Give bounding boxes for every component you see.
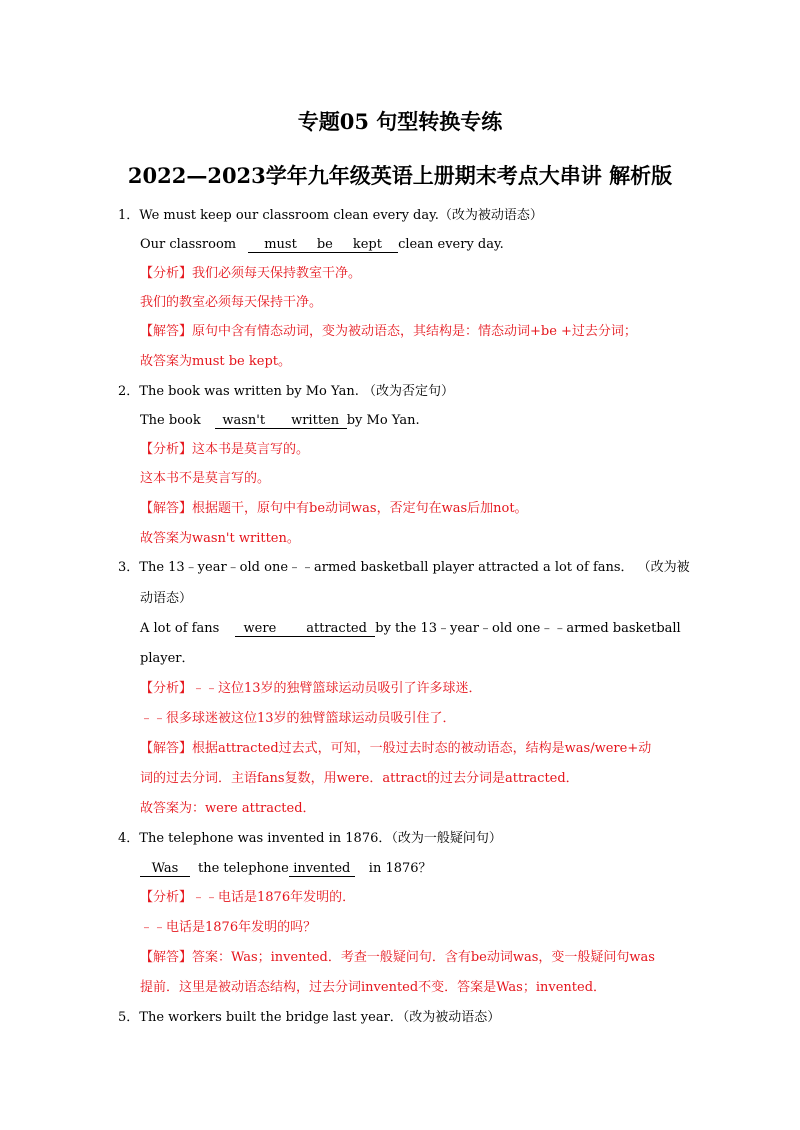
q2-answer: 故答案为wasn't written。 — [140, 531, 300, 546]
q1-answer: 故答案为must be kept。 — [140, 354, 291, 369]
q4-fill-post: in 1876？ — [368, 861, 432, 876]
q1-blank-3: kept — [352, 237, 382, 252]
q3-fill-pre: A lot of fans — [140, 621, 220, 636]
q2-answer-blank — [215, 413, 347, 429]
q3-explanation: 【解答】根据attracted过去式，可知，一般过去时态的被动语态，结构是was/were+动 — [140, 741, 652, 756]
q3-question: 3．The 13﹣year﹣old one﹣﹣armed basketball player attracted a lot of fans． （改为被 — [118, 560, 690, 575]
q3-blank-2: attracted — [306, 621, 367, 636]
document-title: 专题05 句型转换专练 — [297, 109, 503, 134]
q4-fill-mid: the telephone — [198, 861, 289, 876]
q1-analysis-translation: 我们的教室必须每天保持干净。 — [140, 295, 323, 310]
q4-analysis: 【分析】﹣﹣电话是1876年发明的． — [140, 890, 356, 905]
q3-analysis: 【分析】﹣﹣这位13岁的独臂篮球运动员吸引了许多球迷． — [140, 681, 482, 696]
q4-blank-2: invented — [289, 861, 355, 877]
q3-explanation-cont: 词的过去分词．主语fans复数，用were．attract的过去分词是attracted． — [140, 771, 579, 786]
q3-answer-blank — [235, 621, 375, 637]
q4-explanation: 【解答】答案：Was；invented．考查一般疑问句．含有be动词was，变一般疑问句was — [140, 950, 655, 965]
q3-question-cont: 动语态） — [140, 591, 193, 606]
q3-blank-1: were — [243, 621, 277, 636]
q3-fill-post: by the 13﹣year﹣old one﹣﹣armed basketball — [375, 621, 681, 636]
q3-answer: 故答案为：were attracted． — [140, 801, 316, 816]
q2-analysis-translation: 这本书不是莫言写的。 — [140, 471, 271, 486]
q1-explanation: 【解答】原句中含有情态动词，变为被动语态，其结构是：情态动词+be +过去分词； — [140, 324, 637, 339]
document-subtitle: 2022—2023学年九年级英语上册期末考点大串讲 解析版 — [127, 163, 673, 188]
q1-fill-post: clean every day. — [398, 237, 504, 252]
q1-answer-blank — [248, 237, 398, 253]
q2-fill-pre: The book — [140, 413, 201, 428]
q3-fill-line — [140, 620, 681, 638]
q4-explanation-cont: 提前．这里是被动语态结构，过去分词invented不变．答案是Was；invented． — [140, 980, 607, 995]
q1-blank-2: be — [316, 237, 333, 252]
q2-fill-post: by Mo Yan. — [346, 413, 420, 428]
q2-question: 2．The book was written by Mo Yan. （改为否定句） — [118, 384, 454, 399]
q4-blank-1: Was — [140, 861, 190, 877]
q2-fill-line — [140, 412, 420, 430]
q1-question: 1．We must keep our classroom clean every day.（改为被动语态） — [118, 208, 543, 223]
q2-analysis: 【分析】这本书是莫言写的。 — [140, 442, 310, 457]
q4-question: 4．The telephone was invented in 1876．（改为一般疑问句） — [118, 831, 502, 846]
q4-fill-line — [140, 860, 432, 878]
q1-fill-pre: Our classroom — [140, 237, 237, 252]
q1-blank-1: must — [264, 237, 297, 252]
q1-analysis: 【分析】我们必须每天保持教室干净。 — [140, 266, 362, 281]
q1-fill-line — [140, 236, 504, 254]
q3-analysis-translation: ﹣﹣很多球迷被这位13岁的独臂篮球运动员吸引住了． — [140, 711, 456, 726]
q2-blank-1: wasn't — [222, 413, 266, 428]
q2-explanation: 【解答】根据题干，原句中有be动词was，否定句在was后加not。 — [140, 501, 528, 516]
q3-fill-line-cont: player． — [140, 651, 195, 666]
q4-analysis-translation: ﹣﹣电话是1876年发明的吗？ — [140, 920, 317, 935]
q2-blank-2: written — [291, 413, 340, 428]
q5-question: 5．The workers built the bridge last year．（改为被动语态） — [118, 1010, 501, 1025]
